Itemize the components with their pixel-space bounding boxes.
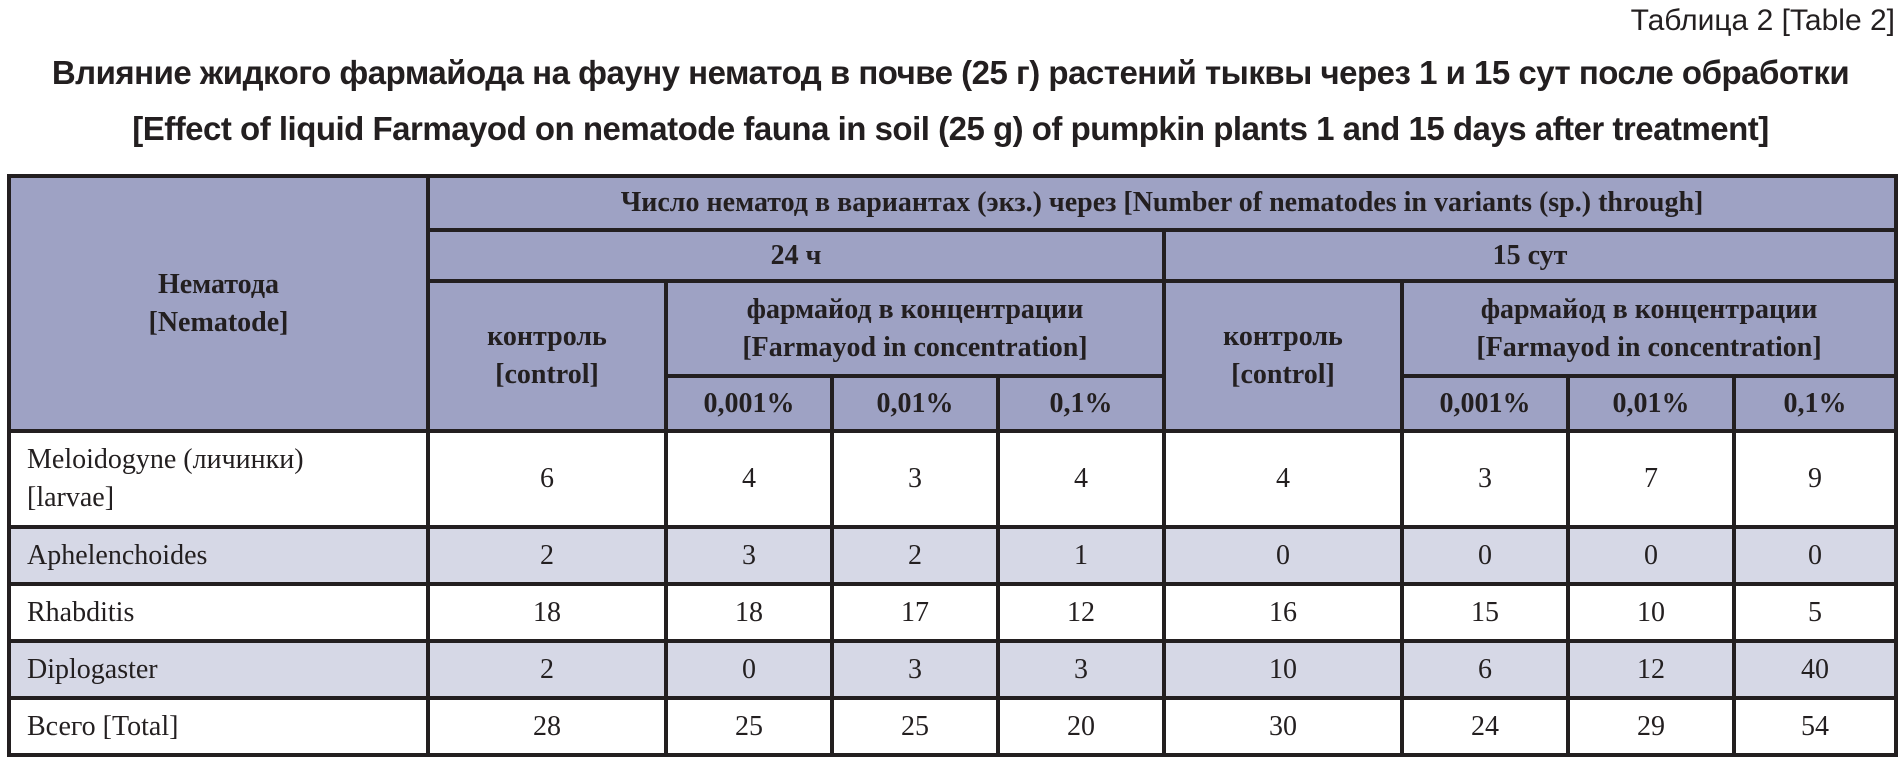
table-row-total [9,698,1896,755]
value-cell: 0 [666,641,832,698]
farmayod-label-ru: фармайод в концентрации [1480,293,1818,325]
nematode-name-cell: Aphelenchoides [9,527,428,584]
farmayod-header-15d [1402,281,1896,376]
nematode-name-cell: Rhabditis [9,584,428,641]
farmayod-label-en: [Farmayod in concentration] [1476,331,1822,363]
concentration-header: 0,001% [1402,376,1568,431]
table-title-russian: Влияние жидкого фармайода на фауну нематод в почве (25 г) растений тыквы через 1 и 15 сут после обработки [51,54,1850,91]
value-cell: 24 [1402,698,1568,755]
nematode-name-line2: [larvae] [27,482,115,513]
control-header-24h [428,281,666,431]
period-24h-header: 24 ч [428,230,1164,281]
value-cell: 6 [1402,641,1568,698]
table-row [9,584,1896,641]
value-cell: 1 [998,527,1164,584]
value-cell: 17 [832,584,998,641]
control-label-ru: контроль [487,321,607,352]
nematode-header-ru: Нематода [157,268,280,300]
value-cell: 0 [1568,527,1734,584]
value-cell: 25 [666,698,832,755]
value-cell: 7 [1568,431,1734,527]
concentration-header: 0,01% [832,376,998,431]
value-cell: 16 [1164,584,1402,641]
period-15days-header: 15 сут [1164,230,1896,281]
table-row [9,641,1896,698]
value-cell: 18 [666,584,832,641]
farmayod-label-ru: фармайод в концентрации [746,293,1084,325]
control-label-ru: контроль [1223,321,1343,352]
table-label: Таблица 2 [Table 2] [1630,4,1895,37]
value-cell: 3 [832,641,998,698]
table-row [9,527,1896,584]
nematode-name-cell: Всего [Total] [9,698,428,755]
value-cell: 3 [998,641,1164,698]
control-label-en: [control] [1231,359,1335,390]
value-cell: 20 [998,698,1164,755]
value-cell: 2 [428,641,666,698]
concentration-header: 0,01% [1568,376,1734,431]
value-cell: 3 [832,431,998,527]
value-cell: 12 [1568,641,1734,698]
farmayod-header-24h [666,281,1164,376]
control-label-en: [control] [495,359,599,390]
value-cell: 40 [1734,641,1896,698]
value-cell: 5 [1734,584,1896,641]
nematode-column-header [9,176,428,431]
value-cell: 29 [1568,698,1734,755]
value-cell: 4 [666,431,832,527]
value-cell: 10 [1568,584,1734,641]
concentration-header: 0,001% [666,376,832,431]
value-cell: 2 [428,527,666,584]
table-row [9,431,1896,527]
value-cell: 2 [832,527,998,584]
value-cell: 0 [1164,527,1402,584]
nematode-name-cell [9,431,428,527]
concentration-header: 0,1% [998,376,1164,431]
value-cell: 10 [1164,641,1402,698]
value-cell: 4 [1164,431,1402,527]
value-cell: 15 [1402,584,1568,641]
nematode-header-en: [Nematode] [148,306,289,338]
value-cell: 9 [1734,431,1896,527]
value-cell: 18 [428,584,666,641]
nematode-table [7,174,1898,757]
value-cell: 6 [428,431,666,527]
value-cell: 12 [998,584,1164,641]
farmayod-label-en: [Farmayod in concentration] [742,331,1088,363]
value-cell: 25 [832,698,998,755]
value-cell: 28 [428,698,666,755]
value-cell: 4 [998,431,1164,527]
value-cell: 30 [1164,698,1402,755]
value-cell: 0 [1734,527,1896,584]
concentration-header: 0,1% [1734,376,1896,431]
number-of-nematodes-header: Число нематод в вариантах (экз.) через [Number of nematodes in variants (sp.) through] [428,176,1896,230]
nematode-name-cell: Diplogaster [9,641,428,698]
nematode-name-line1: Meloidogyne (личинки) [27,444,304,475]
value-cell: 3 [666,527,832,584]
table-title-english: [Effect of liquid Farmayod on nematode fauna in soil (25 g) of pumpkin plants 1 and 15 days after treatment] [132,110,1769,147]
value-cell: 0 [1402,527,1568,584]
control-header-15d [1164,281,1402,431]
value-cell: 54 [1734,698,1896,755]
value-cell: 3 [1402,431,1568,527]
